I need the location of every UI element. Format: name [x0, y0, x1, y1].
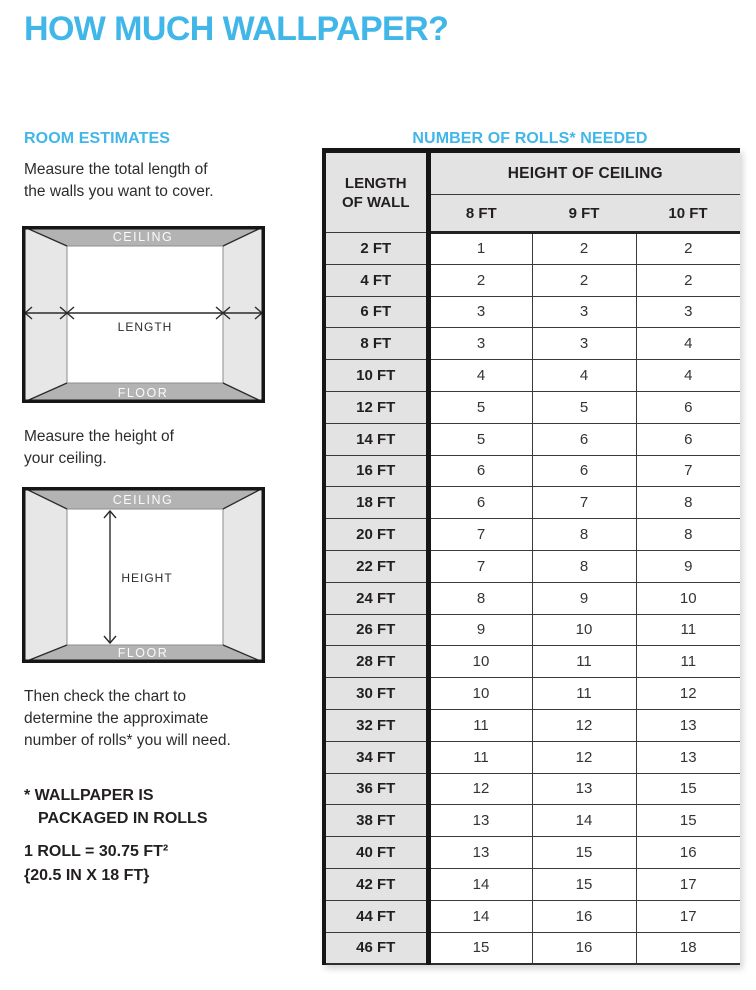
rolls-cell-10ft: 11 — [636, 614, 740, 646]
rolls-cell-10ft: 15 — [636, 805, 740, 837]
rolls-cell-10ft: 3 — [636, 296, 740, 328]
roll-size-spec — [24, 840, 168, 888]
step3-line3: number of rolls* you will need. — [24, 732, 231, 749]
wall-length-cell: 16 FT — [324, 455, 428, 487]
page-title: HOW MUCH WALLPAPER? — [24, 10, 449, 48]
rolls-cell-9ft: 6 — [532, 455, 636, 487]
table-row — [324, 519, 740, 551]
rolls-cell-10ft: 2 — [636, 233, 740, 265]
roll-spec-line1: 1 ROLL = 30.75 FT² — [24, 843, 169, 860]
table-row — [324, 296, 740, 328]
wall-length-cell: 30 FT — [324, 678, 428, 710]
table-row — [324, 233, 740, 265]
step2-instructions — [24, 426, 174, 470]
rolls-cell-8ft: 5 — [428, 391, 532, 423]
rolls-cell-9ft: 8 — [532, 550, 636, 582]
rolls-cell-8ft: 9 — [428, 614, 532, 646]
step3-line1: Then check the chart to — [24, 688, 186, 705]
rolls-cell-9ft: 12 — [532, 741, 636, 773]
rolls-cell-9ft: 6 — [532, 423, 636, 455]
rolls-needed-heading: NUMBER OF ROLLS* NEEDED — [412, 130, 648, 147]
rolls-cell-10ft: 8 — [636, 519, 740, 551]
step1-line2: the walls you want to cover. — [24, 183, 214, 200]
rolls-cell-10ft: 13 — [636, 709, 740, 741]
wall-length-cell: 24 FT — [324, 582, 428, 614]
right-wall-surface — [223, 226, 265, 403]
wall-length-cell: 44 FT — [324, 900, 428, 932]
table-row — [324, 264, 740, 296]
rolls-cell-8ft: 14 — [428, 900, 532, 932]
wall-length-cell: 22 FT — [324, 550, 428, 582]
step3-instructions — [24, 686, 231, 752]
rolls-cell-10ft: 16 — [636, 837, 740, 869]
step2-line2: your ceiling. — [24, 450, 107, 467]
step1-line1: Measure the total length of — [24, 161, 208, 178]
length-of-wall-line1: LENGTH — [344, 174, 407, 192]
rolls-cell-10ft: 6 — [636, 391, 740, 423]
floor-label: FLOOR — [117, 646, 169, 660]
table-row — [324, 741, 740, 773]
rolls-cell-8ft: 2 — [428, 264, 532, 296]
ceiling-label: CEILING — [112, 230, 174, 244]
footnote-line1: * WALLPAPER IS — [24, 787, 154, 804]
table-row — [324, 773, 740, 805]
rolls-cell-8ft: 13 — [428, 837, 532, 869]
rolls-cell-9ft: 13 — [532, 773, 636, 805]
rolls-cell-9ft: 8 — [532, 519, 636, 551]
rolls-cell-9ft: 16 — [532, 900, 636, 932]
rolls-cell-8ft: 5 — [428, 423, 532, 455]
length-of-wall-line2: OF WALL — [342, 193, 410, 211]
ceiling-10ft-header: 10 FT — [636, 195, 740, 233]
wall-length-cell: 38 FT — [324, 805, 428, 837]
step3-line2: determine the approximate — [24, 710, 209, 727]
rolls-cell-9ft: 3 — [532, 328, 636, 360]
rolls-cell-9ft: 11 — [532, 678, 636, 710]
wall-length-cell: 20 FT — [324, 519, 428, 551]
room-height-diagram — [22, 487, 265, 663]
rolls-cell-8ft: 10 — [428, 646, 532, 678]
wall-length-cell: 26 FT — [324, 614, 428, 646]
rolls-cell-9ft: 15 — [532, 837, 636, 869]
wall-length-cell: 4 FT — [324, 264, 428, 296]
table-row — [324, 423, 740, 455]
rolls-cell-8ft: 1 — [428, 233, 532, 265]
rolls-cell-8ft: 3 — [428, 328, 532, 360]
rolls-cell-10ft: 10 — [636, 582, 740, 614]
rolls-cell-8ft: 7 — [428, 519, 532, 551]
table-row — [324, 900, 740, 932]
rolls-cell-9ft: 5 — [532, 391, 636, 423]
wall-length-cell: 14 FT — [324, 423, 428, 455]
height-of-ceiling-header: HEIGHT OF CEILING — [428, 151, 740, 195]
rolls-cell-8ft: 4 — [428, 360, 532, 392]
wall-length-cell: 28 FT — [324, 646, 428, 678]
rolls-cell-10ft: 6 — [636, 423, 740, 455]
rolls-cell-8ft: 13 — [428, 805, 532, 837]
rolls-cell-10ft: 11 — [636, 646, 740, 678]
wall-length-cell: 10 FT — [324, 360, 428, 392]
back-wall-surface — [67, 246, 223, 383]
rolls-cell-10ft: 9 — [636, 550, 740, 582]
table-row — [324, 487, 740, 519]
wall-length-cell: 6 FT — [324, 296, 428, 328]
ceiling-8ft-header: 8 FT — [428, 195, 532, 233]
room-estimates-heading: ROOM ESTIMATES — [24, 130, 170, 147]
rolls-cell-8ft: 14 — [428, 868, 532, 900]
rolls-cell-8ft: 11 — [428, 741, 532, 773]
floor-label: FLOOR — [117, 386, 169, 400]
wall-length-cell: 42 FT — [324, 868, 428, 900]
wall-length-cell: 32 FT — [324, 709, 428, 741]
rolls-cell-9ft: 10 — [532, 614, 636, 646]
rolls-cell-9ft: 16 — [532, 932, 636, 964]
rolls-cell-10ft: 4 — [636, 360, 740, 392]
table-body — [324, 233, 740, 964]
table-row — [324, 805, 740, 837]
rolls-cell-10ft: 4 — [636, 328, 740, 360]
wall-length-cell: 34 FT — [324, 741, 428, 773]
roll-spec-line2: {20.5 IN X 18 FT} — [24, 867, 150, 884]
table-row — [324, 614, 740, 646]
rolls-cell-10ft: 18 — [636, 932, 740, 964]
ceiling-9ft-header: 9 FT — [532, 195, 636, 233]
table-row — [324, 678, 740, 710]
table-row — [324, 455, 740, 487]
table-row — [324, 868, 740, 900]
rolls-cell-8ft: 6 — [428, 455, 532, 487]
wallpaper-rolls-footnote — [24, 784, 207, 830]
footnote-line2: PACKAGED IN ROLLS — [38, 810, 208, 827]
table-row — [324, 360, 740, 392]
rolls-cell-9ft: 3 — [532, 296, 636, 328]
rolls-cell-10ft: 17 — [636, 900, 740, 932]
rolls-needed-table — [322, 148, 740, 965]
rolls-cell-8ft: 7 — [428, 550, 532, 582]
wall-length-cell: 18 FT — [324, 487, 428, 519]
rolls-cell-8ft: 6 — [428, 487, 532, 519]
room-length-diagram — [22, 226, 265, 403]
rolls-cell-8ft: 10 — [428, 678, 532, 710]
wall-length-cell: 36 FT — [324, 773, 428, 805]
ceiling-label: CEILING — [112, 493, 174, 507]
rolls-cell-9ft: 2 — [532, 264, 636, 296]
rolls-cell-8ft: 12 — [428, 773, 532, 805]
wall-length-cell: 12 FT — [324, 391, 428, 423]
step1-instructions — [24, 159, 214, 203]
table-row — [324, 582, 740, 614]
rolls-cell-8ft: 11 — [428, 709, 532, 741]
table-row — [324, 391, 740, 423]
rolls-cell-10ft: 8 — [636, 487, 740, 519]
rolls-cell-9ft: 9 — [532, 582, 636, 614]
rolls-cell-10ft: 13 — [636, 741, 740, 773]
rolls-cell-10ft: 15 — [636, 773, 740, 805]
left-wall-surface — [22, 487, 67, 663]
table-row — [324, 550, 740, 582]
left-wall-surface — [22, 226, 67, 403]
wall-length-cell: 40 FT — [324, 837, 428, 869]
rolls-cell-9ft: 14 — [532, 805, 636, 837]
rolls-cell-9ft: 15 — [532, 868, 636, 900]
wall-length-cell: 8 FT — [324, 328, 428, 360]
table-row — [324, 709, 740, 741]
table-row — [324, 328, 740, 360]
rolls-cell-10ft: 2 — [636, 264, 740, 296]
rolls-cell-9ft: 7 — [532, 487, 636, 519]
step2-line1: Measure the height of — [24, 428, 174, 445]
table-row — [324, 932, 740, 964]
wall-length-cell: 2 FT — [324, 233, 428, 265]
length-label: LENGTH — [117, 320, 173, 334]
rolls-cell-9ft: 2 — [532, 233, 636, 265]
table-row — [324, 646, 740, 678]
rolls-cell-8ft: 8 — [428, 582, 532, 614]
length-of-wall-header — [324, 151, 428, 233]
rolls-cell-8ft: 15 — [428, 932, 532, 964]
rolls-cell-9ft: 4 — [532, 360, 636, 392]
rolls-cell-10ft: 12 — [636, 678, 740, 710]
rolls-cell-10ft: 7 — [636, 455, 740, 487]
wall-length-cell: 46 FT — [324, 932, 428, 964]
rolls-cell-10ft: 17 — [636, 868, 740, 900]
right-wall-surface — [223, 487, 265, 663]
table-row — [324, 837, 740, 869]
rolls-cell-9ft: 11 — [532, 646, 636, 678]
rolls-cell-8ft: 3 — [428, 296, 532, 328]
rolls-cell-9ft: 12 — [532, 709, 636, 741]
height-label: HEIGHT — [121, 571, 173, 585]
